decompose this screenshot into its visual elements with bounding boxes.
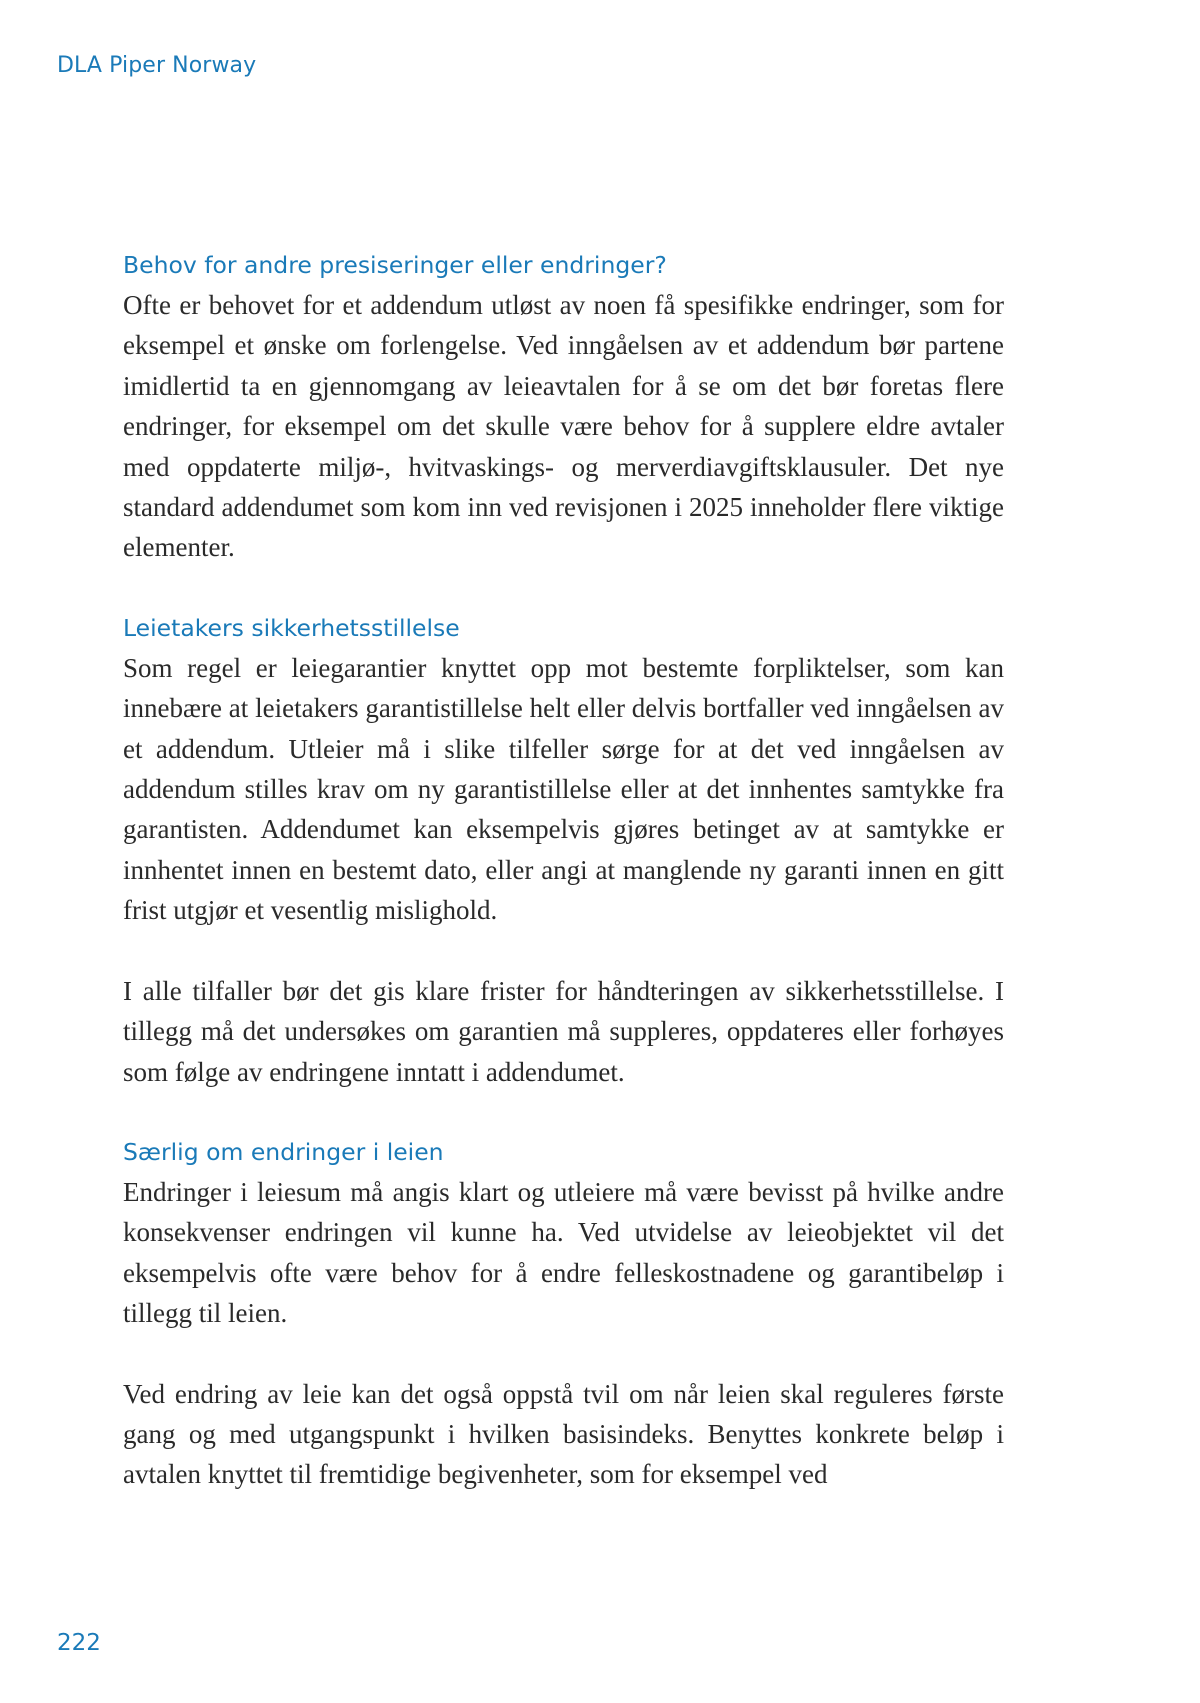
- body-paragraph: Ved endring av leie kan det også oppstå tvil om når leien skal reguleres første gang og med utgangspunkt i hvilken basisindeks. Benyttes konkrete beløp i avtalen knyttet til fremtidige begivenheter, som for eksempel ved: [123, 1378, 1004, 1490]
- page-body: [123, 245, 1004, 1495]
- body-paragraph: Som regel er leiegarantier knyttet opp mot bestemte forpliktelser, som kan innebære at leietakers garantistillelse helt eller delvis bortfaller ved inngåelsen av et addendum. Utleier må i slike tilfeller sørge for at det ved inngåelsen av addendum stilles krav om ny garantistillelse eller at det innhentes samtykke fra garantisten. Addendumet kan eksempelvis gjøres betinget av at samtykke er innhentet innen en bestemt dato, eller angi at manglende ny garanti innen en gitt frist utgjør et vesentlig mislighold.: [123, 652, 1004, 926]
- section-security: [123, 608, 1004, 1092]
- section-heading: Leietakers sikkerhetsstillelse: [123, 613, 460, 642]
- body-paragraph: Endringer i leiesum må angis klart og utleiere må være bevisst på hvilke andre konsekvenser endringen vil kunne ha. Ved utvidelse av leieobjektet vil det eksempelvis ofte være behov for å endre felleskostnadene og garantibeløp i tillegg til leien.: [123, 1176, 1004, 1329]
- section-heading: Særlig om endringer i leien: [123, 1137, 444, 1166]
- section-rent-changes: [123, 1132, 1004, 1495]
- section-addendum-changes: [123, 245, 1004, 568]
- body-paragraph: Ofte er behovet for et addendum utløst av noen få spesifikke endringer, som for eksempel et ønske om forlengelse. Ved inngåelsen av et addendum bør partene imidlertid ta en gjennomgang av leieavtalen for å se om det bør foretas flere endringer, for eksempel om det skulle være behov for å supplere eldre avtaler med oppdaterte miljø-, hvitvaskings- og merverdiavgiftsklausuler. Det nye standard addendumet som kom inn ved revisjonen i 2025 inneholder flere viktige elementer.: [123, 290, 1004, 563]
- section-heading: Behov for andre presiseringer eller endringer?: [123, 251, 667, 279]
- page-number: 222: [57, 1630, 101, 1656]
- running-header: DLA Piper Norway: [57, 53, 257, 78]
- body-paragraph: I alle tilfaller bør det gis klare frister for håndteringen av sikkerhetsstillelse. I tillegg må det undersøkes om garantien må suppleres, oppdateres eller forhøyes som følge av endringene inntatt i addendumet.: [123, 975, 1004, 1087]
